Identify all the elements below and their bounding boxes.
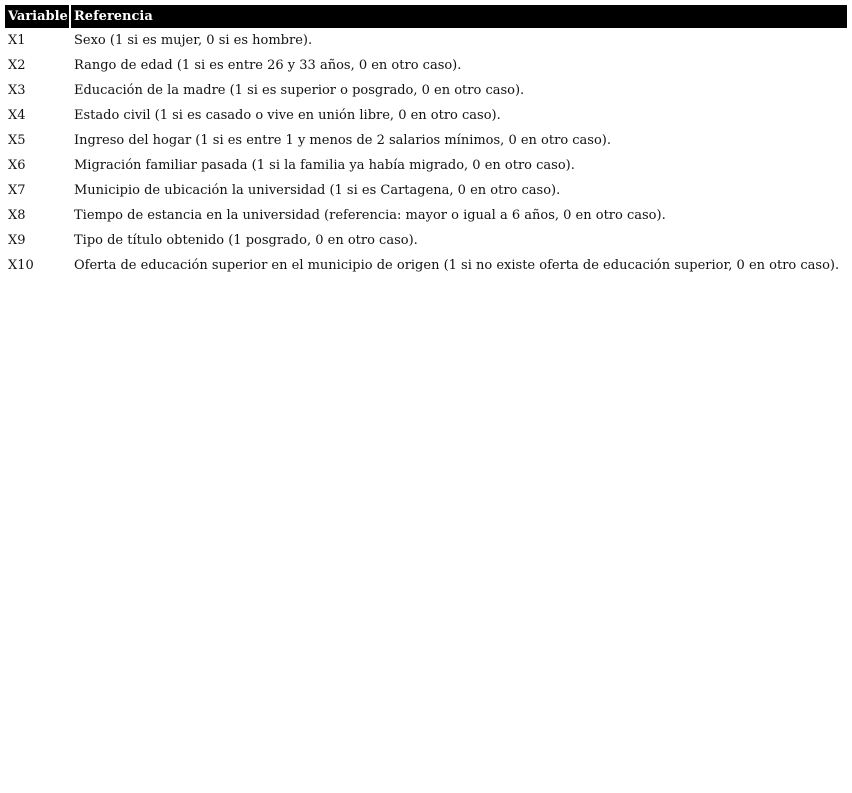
- referencia-cell: Ingreso del hogar (1 si es entre 1 y menos de 2 salarios mínimos, 0 en otro caso).: [74, 133, 612, 148]
- variables-table: [5, 5, 847, 278]
- variable-cell: X3: [8, 83, 26, 98]
- variable-cell: X5: [8, 133, 26, 148]
- referencia-cell: Municipio de ubicación la universidad (1 si es Cartagena, 0 en otro caso).: [74, 183, 561, 198]
- variable-cell: X4: [8, 108, 26, 123]
- table-header: [5, 5, 847, 28]
- table-row: [5, 253, 847, 278]
- referencia-cell: Sexo (1 si es mujer, 0 si es hombre).: [74, 33, 313, 48]
- variable-cell: X6: [8, 158, 26, 173]
- table-row: [5, 178, 847, 203]
- referencia-cell: Tiempo de estancia en la universidad (referencia: mayor o igual a 6 años, 0 en otro caso).: [74, 208, 666, 223]
- referencia-cell: Tipo de título obtenido (1 posgrado, 0 en otro caso).: [74, 233, 418, 248]
- referencia-cell: Oferta de educación superior en el municipio de origen (1 si no existe oferta de educación superior, 0 en otro caso).: [74, 258, 840, 273]
- header-row: [5, 5, 847, 28]
- referencia-cell: Estado civil (1 si es casado o vive en unión libre, 0 en otro caso).: [74, 108, 501, 123]
- variable-cell: X2: [8, 58, 26, 73]
- table-row: [5, 78, 847, 103]
- referencia-cell: Migración familiar pasada (1 si la familia ya había migrado, 0 en otro caso).: [74, 158, 575, 173]
- variable-cell: X8: [8, 208, 26, 223]
- table-row: [5, 103, 847, 128]
- table-row: [5, 228, 847, 253]
- referencia-cell: Rango de edad (1 si es entre 26 y 33 años, 0 en otro caso).: [74, 58, 462, 73]
- variable-cell: X10: [8, 258, 34, 273]
- table-row: [5, 153, 847, 178]
- table-body: [5, 28, 847, 278]
- table-row: [5, 53, 847, 78]
- variable-cell: X9: [8, 233, 26, 248]
- variable-cell: X7: [8, 183, 26, 198]
- variable-cell: X1: [8, 33, 26, 48]
- table-row: [5, 28, 847, 53]
- referencia-cell: Educación de la madre (1 si es superior o posgrado, 0 en otro caso).: [74, 83, 525, 98]
- table-row: [5, 128, 847, 153]
- header-referencia: Referencia: [71, 5, 847, 28]
- header-variable: Variable: [5, 5, 71, 28]
- table-row: [5, 203, 847, 228]
